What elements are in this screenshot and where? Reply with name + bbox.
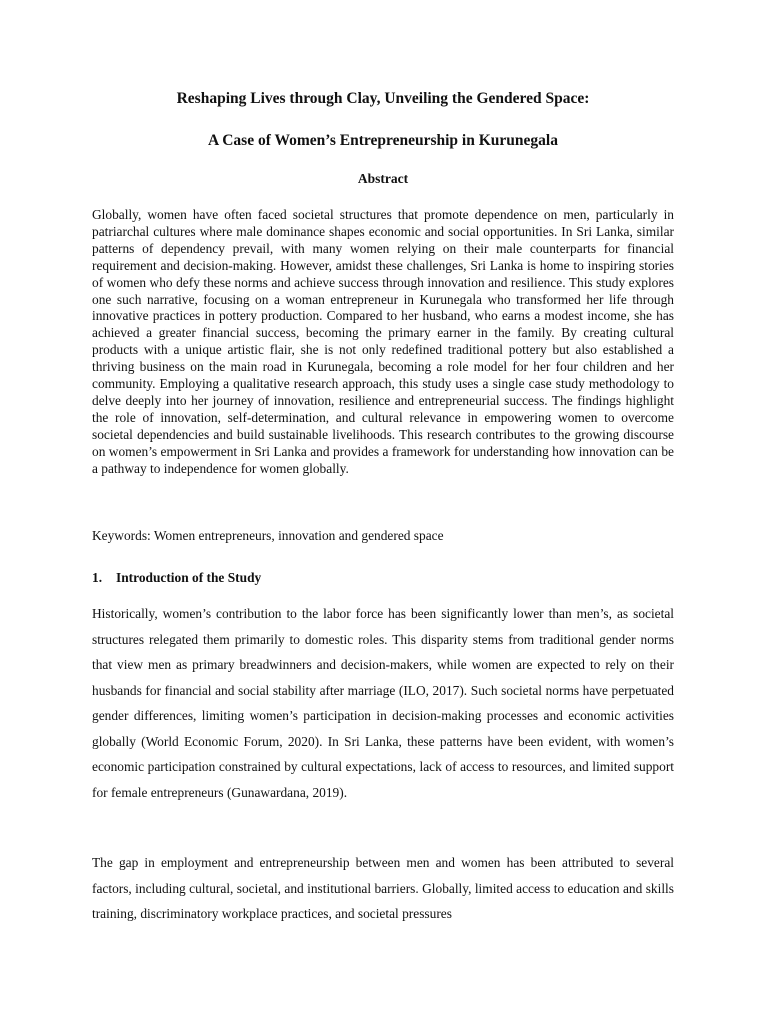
section-number: 1. (92, 570, 103, 585)
paper-title-line-1: Reshaping Lives through Clay, Unveiling the Gendered Space: (176, 90, 590, 107)
body-paragraph: The gap in employment and entrepreneurship between men and women has been attributed to several factors, including cultural, societal, and institutional barriers. Globally, limited access to education and skills training, discriminatory workplace practices, and societal pressures (92, 855, 674, 921)
section-title: Introduction of the Study (116, 570, 262, 585)
keywords: Keywords: Women entrepreneurs, innovation and gendered space (92, 528, 444, 543)
abstract-text: Globally, women have often faced societal structures that promote dependence on men, particularly in patriarchal cultures where male dominance shapes economic and social opportunities. In Sri Lanka, similar patterns of dependency prevail, with many women relying on their male counterparts for financial requirement and decision-making. However, amidst these challenges, Sri Lanka is home to inspiring stories of women who defy these norms and achieve success through innovation and resilience. This study explores one such narrative, focusing on a woman entrepreneur in Kurunegala who transformed her life through innovative practices in pottery production. Compared to her husband, who earns a modest income, she has achieved a greater financial success, becoming the primary earner in the family. By creating cultural products with a unique artistic flair, she is not only redefined traditional pottery but also established a thriving business on the main road in Kurunegala, becoming a role model for her four children and her community. Employing a qualitative research approach, this study uses a single case study methodology to delve deeply into her journey of innovation, resilience and entrepreneurial success. The findings highlight the role of innovation, self-determination, and cultural relevance in empowering women to overcome societal dependencies and build sustainable livelihoods. This research contributes to the growing discourse on women’s empowerment in Sri Lanka and provides a framework for understanding how innovation can be a pathway to independence for women globally. (92, 207, 674, 476)
section-heading (92, 569, 674, 587)
abstract-heading: Abstract (357, 171, 409, 186)
body-paragraph: Historically, women’s contribution to the labor force has been significantly lower than men’s, as societal structures relegated them primarily to domestic roles. This disparity stems from traditional gender norms that view men as primary breadwinners and decision-makers, while women are expected to rely on their husbands for financial and social stability after marriage (ILO, 2017). Such societal norms have perpetuated gender differences, limiting women’s participation in decision-making processes and economic activities globally (World Economic Forum, 2020). In Sri Lanka, these patterns have been evident, with women’s economic participation constrained by cultural expectations, lack of access to resources, and limited support for female entrepreneurs (Gunawardana, 2019). (92, 606, 674, 800)
paper-title-line-2: A Case of Women’s Entrepreneurship in Kurunegala (208, 132, 558, 149)
